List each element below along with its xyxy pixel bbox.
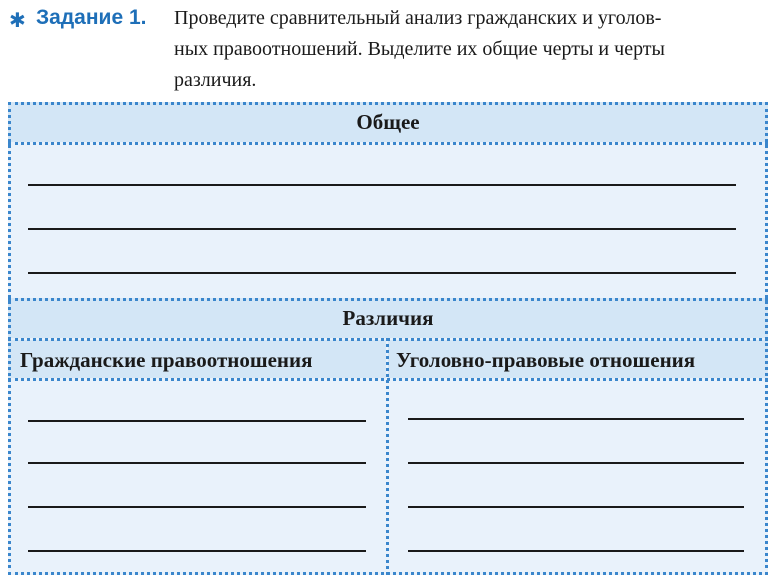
common-writing-line[interactable] xyxy=(28,184,736,186)
task-text-line-1: Проведите сравнительный анализ гражданских и уголов- xyxy=(174,7,662,29)
task-text-line-3: различия. xyxy=(174,69,257,91)
civil-writing-line[interactable] xyxy=(28,420,366,422)
civil-relations-column-title: Гражданские правоотношения xyxy=(20,348,313,372)
task-label: Задание 1. xyxy=(36,6,147,29)
civil-writing-line[interactable] xyxy=(28,462,366,464)
criminal-writing-line[interactable] xyxy=(408,462,744,464)
differences-top-divider xyxy=(8,298,768,301)
common-writing-line[interactable] xyxy=(28,272,736,274)
task-text-line-2: ных правоотношений. Выделите их общие черты и черты xyxy=(174,38,665,60)
criminal-writing-line[interactable] xyxy=(408,550,744,552)
criminal-relations-column-title: Уголовно-правовые отношения xyxy=(396,348,696,372)
comparison-table xyxy=(8,102,768,575)
task-header xyxy=(0,0,782,100)
column-divider xyxy=(386,338,389,575)
common-section-title: Общее xyxy=(356,110,420,134)
common-writing-line[interactable] xyxy=(28,228,736,230)
criminal-writing-line[interactable] xyxy=(408,506,744,508)
criminal-writing-line[interactable] xyxy=(408,418,744,420)
table-border-top xyxy=(8,102,768,105)
differences-section-title: Различия xyxy=(342,306,434,330)
common-header-divider xyxy=(8,142,768,145)
civil-writing-line[interactable] xyxy=(28,550,366,552)
asterisk-icon: ✱ xyxy=(9,8,26,32)
civil-writing-line[interactable] xyxy=(28,506,366,508)
